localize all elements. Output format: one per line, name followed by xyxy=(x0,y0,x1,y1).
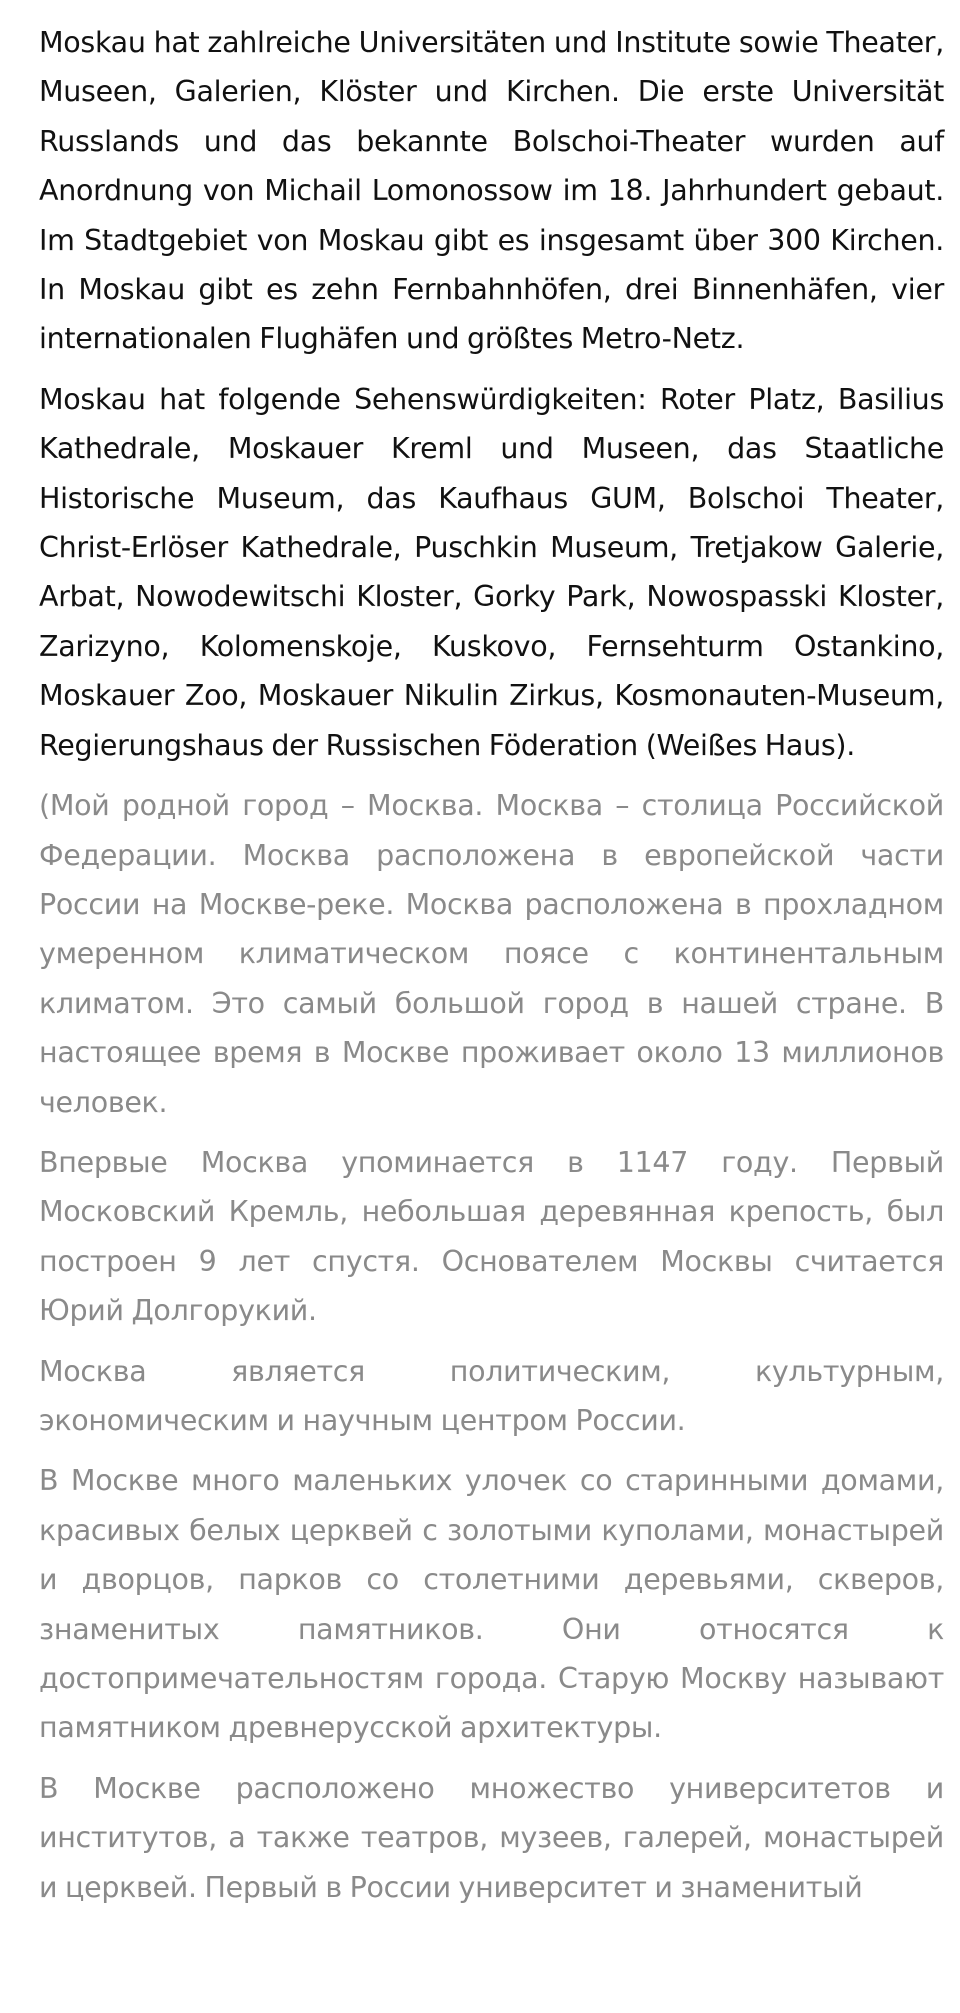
paragraph-german-universities: Moskau hat zahlreiche Universitäten und Institute sowie Theater, Museen, Galerien, Klöster und Kirchen. Die erste Universität Russlands und das bekannte Bolschoi-Theater wurden auf Anordnung von Michail Lomonossow im 18. Jahrhundert gebaut. Im Stadtgebiet von Moskau gibt es insgesamt über 300 Kirchen. In Moskau gibt es zehn Fernbahnhöfen, drei Binnenhäfen, vier internationalen Flughäfen und größtes Metro-Netz. xyxy=(39,26,944,356)
paragraph-russian-history: Впервые Москва упоминается в 1147 году. Первый Московский Кремль, небольшая деревянная крепость, был построен 9 лет спустя. Основателем Москвы считается Юрий Долгорукий. xyxy=(39,1145,944,1328)
paragraph-russian-center: Москва является политическим, культурным, экономическим и научным центром России. xyxy=(39,1354,944,1437)
paragraph-russian-universities: В Москве расположено множество университетов и институтов, а также театров, музеев, галерей, монастырей и церквей. Первый в России университет и знаменитый xyxy=(39,1771,944,1904)
paragraph-russian-streets: В Москве много маленьких улочек со старинными домами, красивых белых церквей с золотыми куполами, монастырей и дворцов, парков со столетними деревьями, скверов, знаменитых памятников. Они относятся к достопримечательностям города. Старую Москву называют памятником древнерусской архитектуры. xyxy=(39,1464,944,1745)
paragraph-russian-hometown: (Мой родной город – Москва. Москва – столица Российской Федерации. Москва расположена в европейской части России на Москве-реке. Москва расположена в прохладном умеренном климатическом поясе с континентальным климатом. Это самый большой город в нашей стране. В настоящее время в Москве проживает около 13 миллионов человек. xyxy=(39,789,944,1119)
paragraph-german-sights: Moskau hat folgende Sehenswürdigkeiten: Roter Platz, Basilius Kathedrale, Moskauer Kreml und Museen, das Staatliche Historische Museum, das Kaufhaus GUM, Bolschoi Theater, Christ-Erlöser Kathedrale, Puschkin Museum, Tretjakow Galerie, Arbat, Nowodewitschi Kloster, Gorky Park, Nowospasski Kloster, Zarizyno, Kolomenskoje, Kuskovo, Fernsehturm Ostankino, Moskauer Zoo, Moskauer Nikulin Zirkus, Kosmonauten-Museum, Regierungshaus der Russischen Föderation (Weißes Haus). xyxy=(39,382,944,762)
